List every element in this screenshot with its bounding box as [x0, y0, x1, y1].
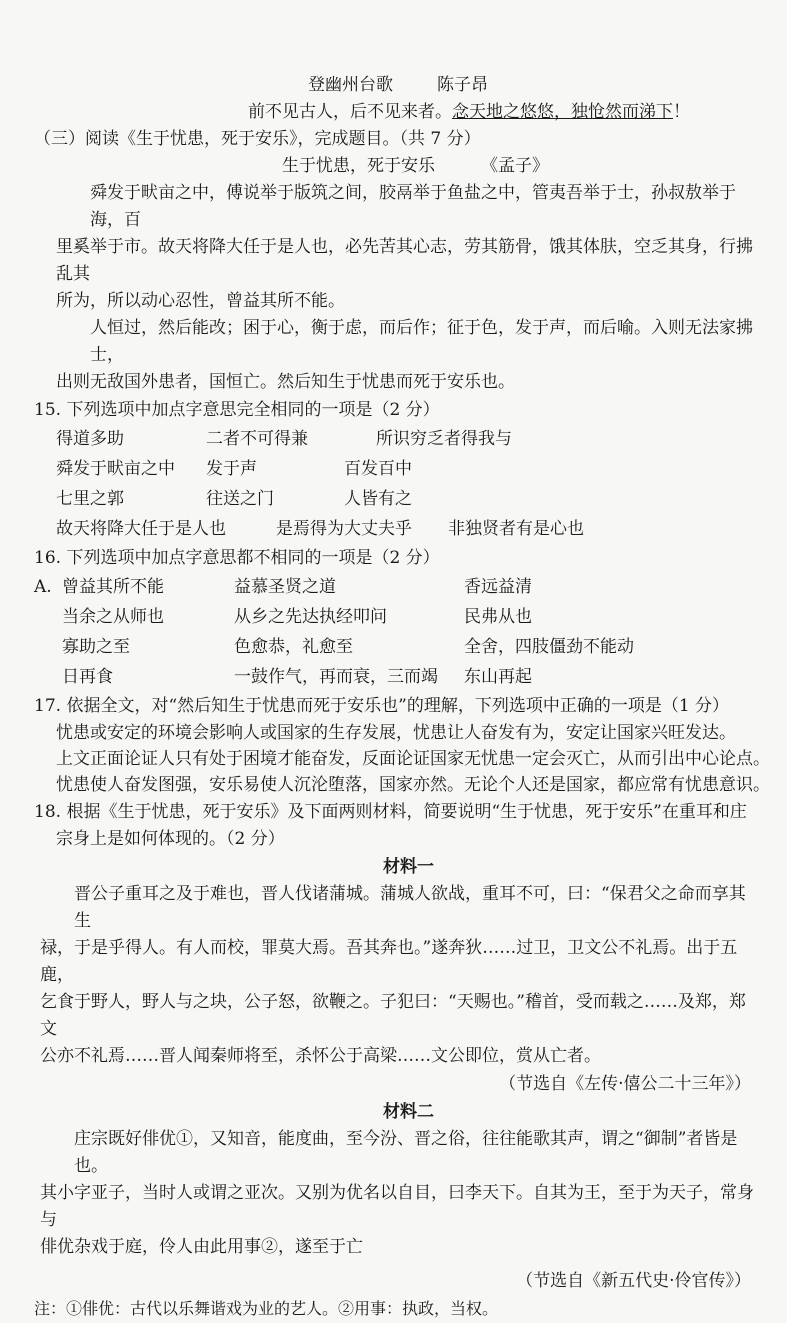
option-text: 一鼓作气，再而衰，三而竭: [234, 667, 438, 687]
q16-option: [34, 632, 761, 662]
option-label-placeholder: [34, 602, 62, 632]
text-title-line: [56, 153, 761, 180]
option-label-placeholder: [34, 662, 62, 692]
material-1-title: 材料一: [383, 857, 434, 877]
option-text: 舜发于畎亩之中: [56, 459, 175, 479]
question-16-stem: 16. 下列选项中加点字意思都不相同的一项是（2 分）: [34, 548, 440, 568]
option-text: 得道多助: [56, 429, 124, 449]
text-author: 《孟子》: [481, 156, 549, 176]
option-text: 非独贤者有是心也: [448, 519, 584, 539]
option-text: 香远益清: [464, 577, 532, 597]
option-text: 往送之门: [206, 489, 274, 509]
option-text: 故天将降大任于是人也: [56, 519, 226, 539]
material-line: 俳优杂戏于庭，伶人由此用事②，遂至于亡: [40, 1237, 363, 1257]
passage-line: 里奚举于市。故天将降大任于是人也，必先苦其心志，劳其筋骨，饿其体肤，空乏其身，行拂乱其: [56, 237, 753, 284]
option-text: 人皆有之: [344, 489, 412, 509]
option-text: 寡助之至: [62, 637, 130, 657]
poem-line-underlined: 念天地之悠悠，独怆然而涕下: [452, 102, 673, 122]
option-label-placeholder: [34, 632, 62, 662]
passage-line: 出则无敌国外患者，国恒亡。然后知生于忧患而死于安乐也。: [56, 372, 515, 392]
material-line: 公亦不礼焉……晋人闻秦师将至，杀怀公于高梁……文公即位，赏从亡者。: [40, 1046, 601, 1066]
option-text: 日再食: [62, 667, 113, 687]
q17-option: 上文正面论证人只有处于困境才能奋发，反面论证国家无忧患一定会灭亡，从而引出中心论点。: [56, 749, 770, 769]
passage-paragraph-1: [56, 180, 761, 315]
q17-option: 忧患或安定的环境会影响人或国家的生存发展，忧患让人奋发有为，安定让国家兴旺发达。: [56, 723, 736, 743]
q16-option-a: [34, 572, 761, 602]
q15-option: [56, 424, 761, 454]
section-three-heading: （三）阅读《生于忧患，死于安乐》，完成题目。（共 7 分）: [34, 129, 481, 149]
option-text: 所识穷乏者得我与: [376, 429, 512, 449]
passage-line: 所为，所以动心忍性，曾益其所不能。: [56, 291, 345, 311]
passage-line: 舜发于畎亩之中，傅说举于版筑之间，胶鬲举于鱼盐之中，管夷吾举于士，孙叔敖举于海，百: [90, 183, 736, 230]
question-15-stem: 15. 下列选项中加点字意思完全相同的一项是（2 分）: [34, 400, 440, 420]
option-text: 百发百中: [344, 459, 412, 479]
question-17-stem: 17. 依据全文，对“然后知生于忧患而死于安乐也”的理解，下列选项中正确的一项是（1 分）: [34, 696, 730, 716]
poem-line-plain: 前不见古人，后不见来者。: [248, 102, 452, 122]
option-text: 从乡之先达执经叩问: [234, 607, 387, 627]
option-text: 是焉得为大丈夫乎: [276, 519, 412, 539]
material-line: 禄，于是乎得人。有人而校，罪莫大焉。吾其奔也。”遂奔狄……过卫，卫文公不礼焉。出于五鹿，: [40, 938, 738, 985]
passage-paragraph-2: [56, 315, 761, 396]
material-line: 其小字亚子，当时人或谓之亚次。又别为优名以自目，曰李天下。自其为王，至于为天子，常身与: [40, 1183, 754, 1230]
poem-author: 陈子昂: [437, 75, 488, 95]
poem-title: 登幽州台歌: [308, 75, 393, 95]
material-2-body: [40, 1126, 761, 1261]
option-text: 色愈恭，礼愈至: [234, 637, 353, 657]
poem-line-end: ！: [673, 102, 690, 122]
option-text: 民弗从也: [464, 607, 532, 627]
passage-line: 人恒过，然后能改；困于心，衡于虑，而后作；征于色，发于声，而后喻。入则无法家拂士，: [90, 318, 753, 365]
material-line: 庄宗既好俳优①，又知音，能度曲，至今汾、晋之俗，往往能歌其声，谓之“御制”者皆是也。: [74, 1129, 738, 1176]
material-line: 乞食于野人，野人与之块，公子怒，欲鞭之。子犯曰：“天赐也。”稽首，受而载之……及郑，郑文: [40, 992, 746, 1039]
poem-line: [56, 99, 761, 126]
material-1-source: （节选自《左传·僖公二十三年》）: [499, 1074, 751, 1094]
q15-option: [56, 484, 761, 514]
material-2-title: 材料二: [383, 1102, 434, 1122]
option-text: 曾益其所不能: [62, 577, 164, 597]
option-text: 七里之郭: [56, 489, 124, 509]
footnote: 注：①俳优：古代以乐舞谐戏为业的艺人。②用事：执政，当权。: [34, 1299, 499, 1318]
option-text: 二者不可得兼: [206, 429, 308, 449]
option-text: 全舍，四肢僵劲不能动: [464, 637, 634, 657]
q15-option: [56, 454, 761, 484]
q16-option: [34, 662, 761, 692]
material-line: 晋公子重耳之及于难也，晋人伐诸蒲城。蒲城人欲战，重耳不可，曰：“保君父之命而享其生: [74, 884, 746, 931]
text-title: 生于忧患，死于安乐: [282, 156, 435, 176]
q17-option: 忧患使人奋发图强，安乐易使人沉沦堕落，国家亦然。无论个人还是国家，都应常有忧患意识。: [56, 775, 770, 795]
q16-option: [34, 602, 761, 632]
option-text: 东山再起: [464, 667, 532, 687]
material-2-source: （节选自《新五代史·伶官传》）: [516, 1271, 751, 1291]
option-text: 发于声: [206, 459, 257, 479]
option-label-a: A.: [34, 577, 52, 597]
q15-option: [56, 514, 761, 544]
option-text: 益慕圣贤之道: [234, 577, 336, 597]
question-18-stem-line: 宗身上是如何体现的。（2 分）: [56, 829, 285, 849]
material-1-body: [40, 881, 761, 1070]
poem-title-line: [56, 72, 761, 99]
option-text: 当余之从师也: [62, 607, 164, 627]
question-18-stem-line: 18. 根据《生于忧患，死于安乐》及下面两则材料，简要说明“生于忧患，死于安乐”在重耳和庄: [34, 802, 747, 822]
